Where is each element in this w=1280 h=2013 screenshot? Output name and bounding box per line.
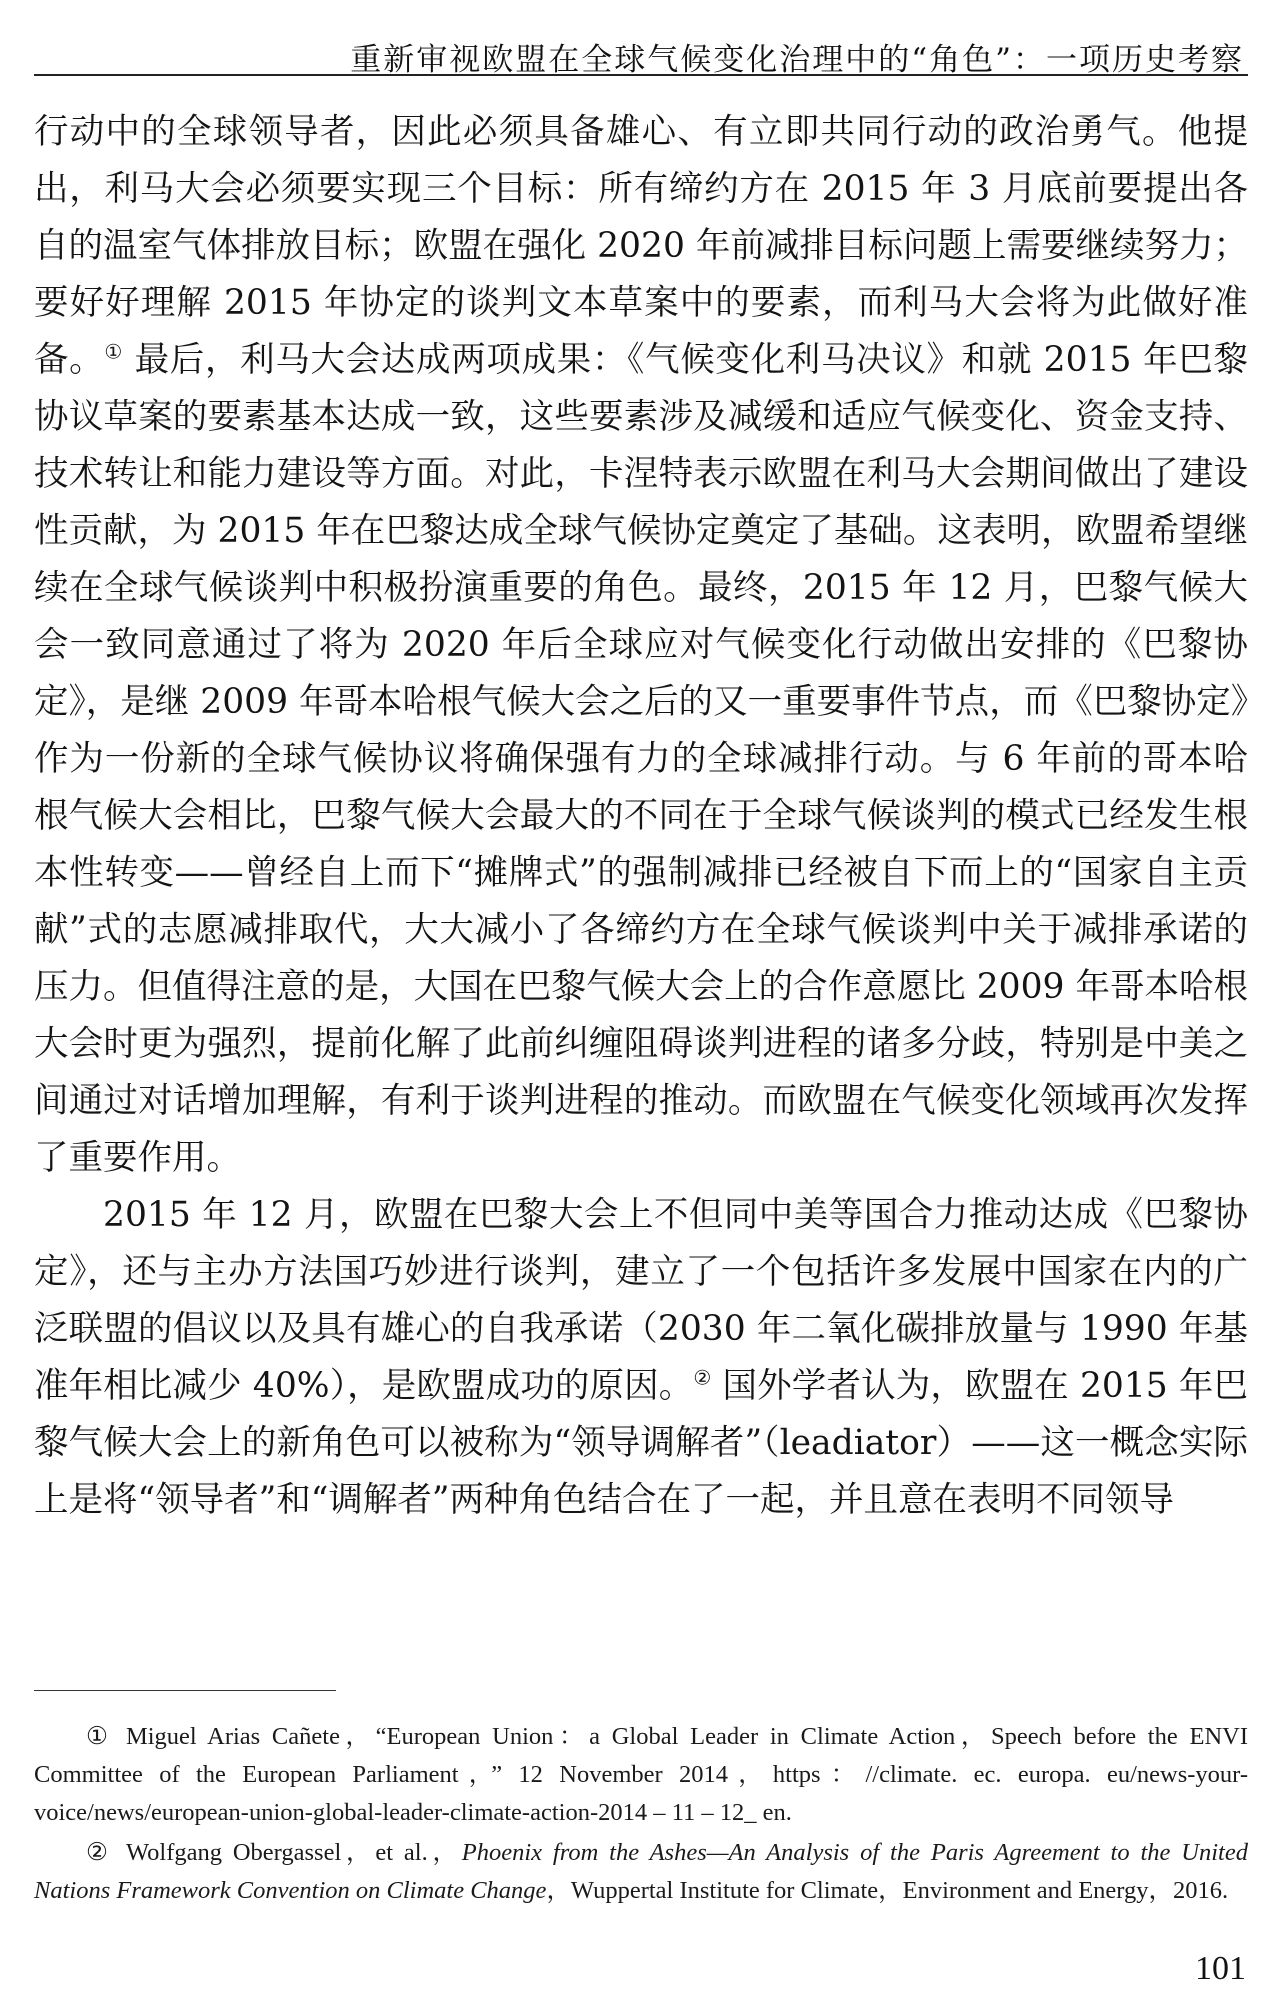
paragraph-1-text-b: 最后，利马大会达成两项成果：《气候变化利马决议》和就 2015 年巴黎协议草案的要素基本达成一致，这些要素涉及减缓和适应气候变化、资金支持、技术转让和能力建设等方面。对此，卡涅特表示欧盟在利马大会期间做出了建设性贡献，为 2015 年在巴黎达成全球气候协定奠定了基础。这表明，欧盟希望继续在全球气候谈判中积极扮演重要的角色。最终，2015 年 12 月，巴黎气候大会一致同意通过了将为 2020 年后全球应对气候变化行动做出安排的《巴黎协定》，是继 2009 年哥本哈根气候大会之后的又一重要事件节点，而《巴黎协定》作为一份新的全球气候协议将确保强有力的全球减排行动。与 6 年前的哥本哈根气候大会相比，巴黎气候大会最大的不同在于全球气候谈判的模式已经发生根本性转变——曾经自上而下“摊牌式”的强制减排已经被自下而上的“国家自主贡献”式的志愿减排取代，大大减小了各缔约方在全球气候谈判中关于减排承诺的压力。但值得注意的是，大国在巴黎气候大会上的合作意愿比 2009 年哥本哈根大会时更为强烈，提前化解了此前纠缠阻碍谈判进程的诸多分歧，特别是中美之间通过对话增加理解，有利于谈判进程的推动。而欧盟在气候变化领域再次发挥了重要作用。 [34, 340, 1248, 1178]
paragraph-2-text-b: 国外学者认为，欧盟在 2015 年巴黎气候大会上的新角色可以被称为“领导调解者”（leadiator）——这一概念实际上是将“领导者”和“调解者”两种角色结合在了一起，并且意在表明不同领导 [34, 1366, 1248, 1520]
footnote-2-italic-title: Phoenix from the Ashes—An Analysis of the Paris Agreement to the United Nations Framework Convention on Climate Change [34, 1839, 1248, 1904]
body-text [34, 104, 1248, 1529]
footnote-2-text-b: ，Wuppertal Institute for Climate，Environment and Energy，2016. [546, 1877, 1229, 1904]
footnote-1-number: ① [86, 1723, 108, 1750]
footnote-2-number: ② [86, 1839, 108, 1866]
running-title: 重新审视欧盟在全球气候变化治理中的“角色”：一项历史考察 [350, 42, 1244, 78]
footnote-ref-1[interactable]: ① [104, 339, 123, 364]
paragraph-1 [34, 104, 1248, 1187]
paragraph-1-text-a: 行动中的全球领导者，因此必须具备雄心、有立即共同行动的政治勇气。他提出，利马大会必须要实现三个目标：所有缔约方在 2015 年 3 月底前要提出各自的温室气体排放目标；欧盟在强化 2020 年前减排目标问题上需要继续努力；要好好理解 2015 年协定的谈判文本草案中的要素，而利马大会将为此做好准备。 [34, 112, 1248, 380]
paragraph-2-text-a: 2015 年 12 月，欧盟在巴黎大会上不但同中美等国合力推动达成《巴黎协定》，还与主办方法国巧妙进行谈判，建立了一个包括许多发展中国家在内的广泛联盟的倡议以及具有雄心的自我承诺（2030 年二氧化碳排放量与 1990 年基准年相比减少 40%），是欧盟成功的原因。 [34, 1195, 1248, 1406]
footnote-ref-2[interactable]: ② [693, 1365, 712, 1390]
paragraph-2 [34, 1187, 1248, 1529]
footnote-1 [34, 1718, 1248, 1832]
footnote-2 [34, 1834, 1248, 1910]
running-header [34, 28, 1248, 76]
footnote-divider [34, 1690, 336, 1691]
footnote-2-text-a: Wolfgang Obergassel，et al.， [125, 1839, 462, 1866]
footnote-1-text: Miguel Arias Cañete，“European Union：a Global Leader in Climate Action，Speech before the ENVI Committee of the European Parliament，” 12 November 2014，https：//climate. ec. europa. eu/news-your-voice/news/european-union-global-leader-climate-action-2014 – 11 – 12_ en. [34, 1723, 1248, 1826]
page-number: 101 [1195, 1950, 1246, 1987]
footnotes [34, 1718, 1248, 1912]
